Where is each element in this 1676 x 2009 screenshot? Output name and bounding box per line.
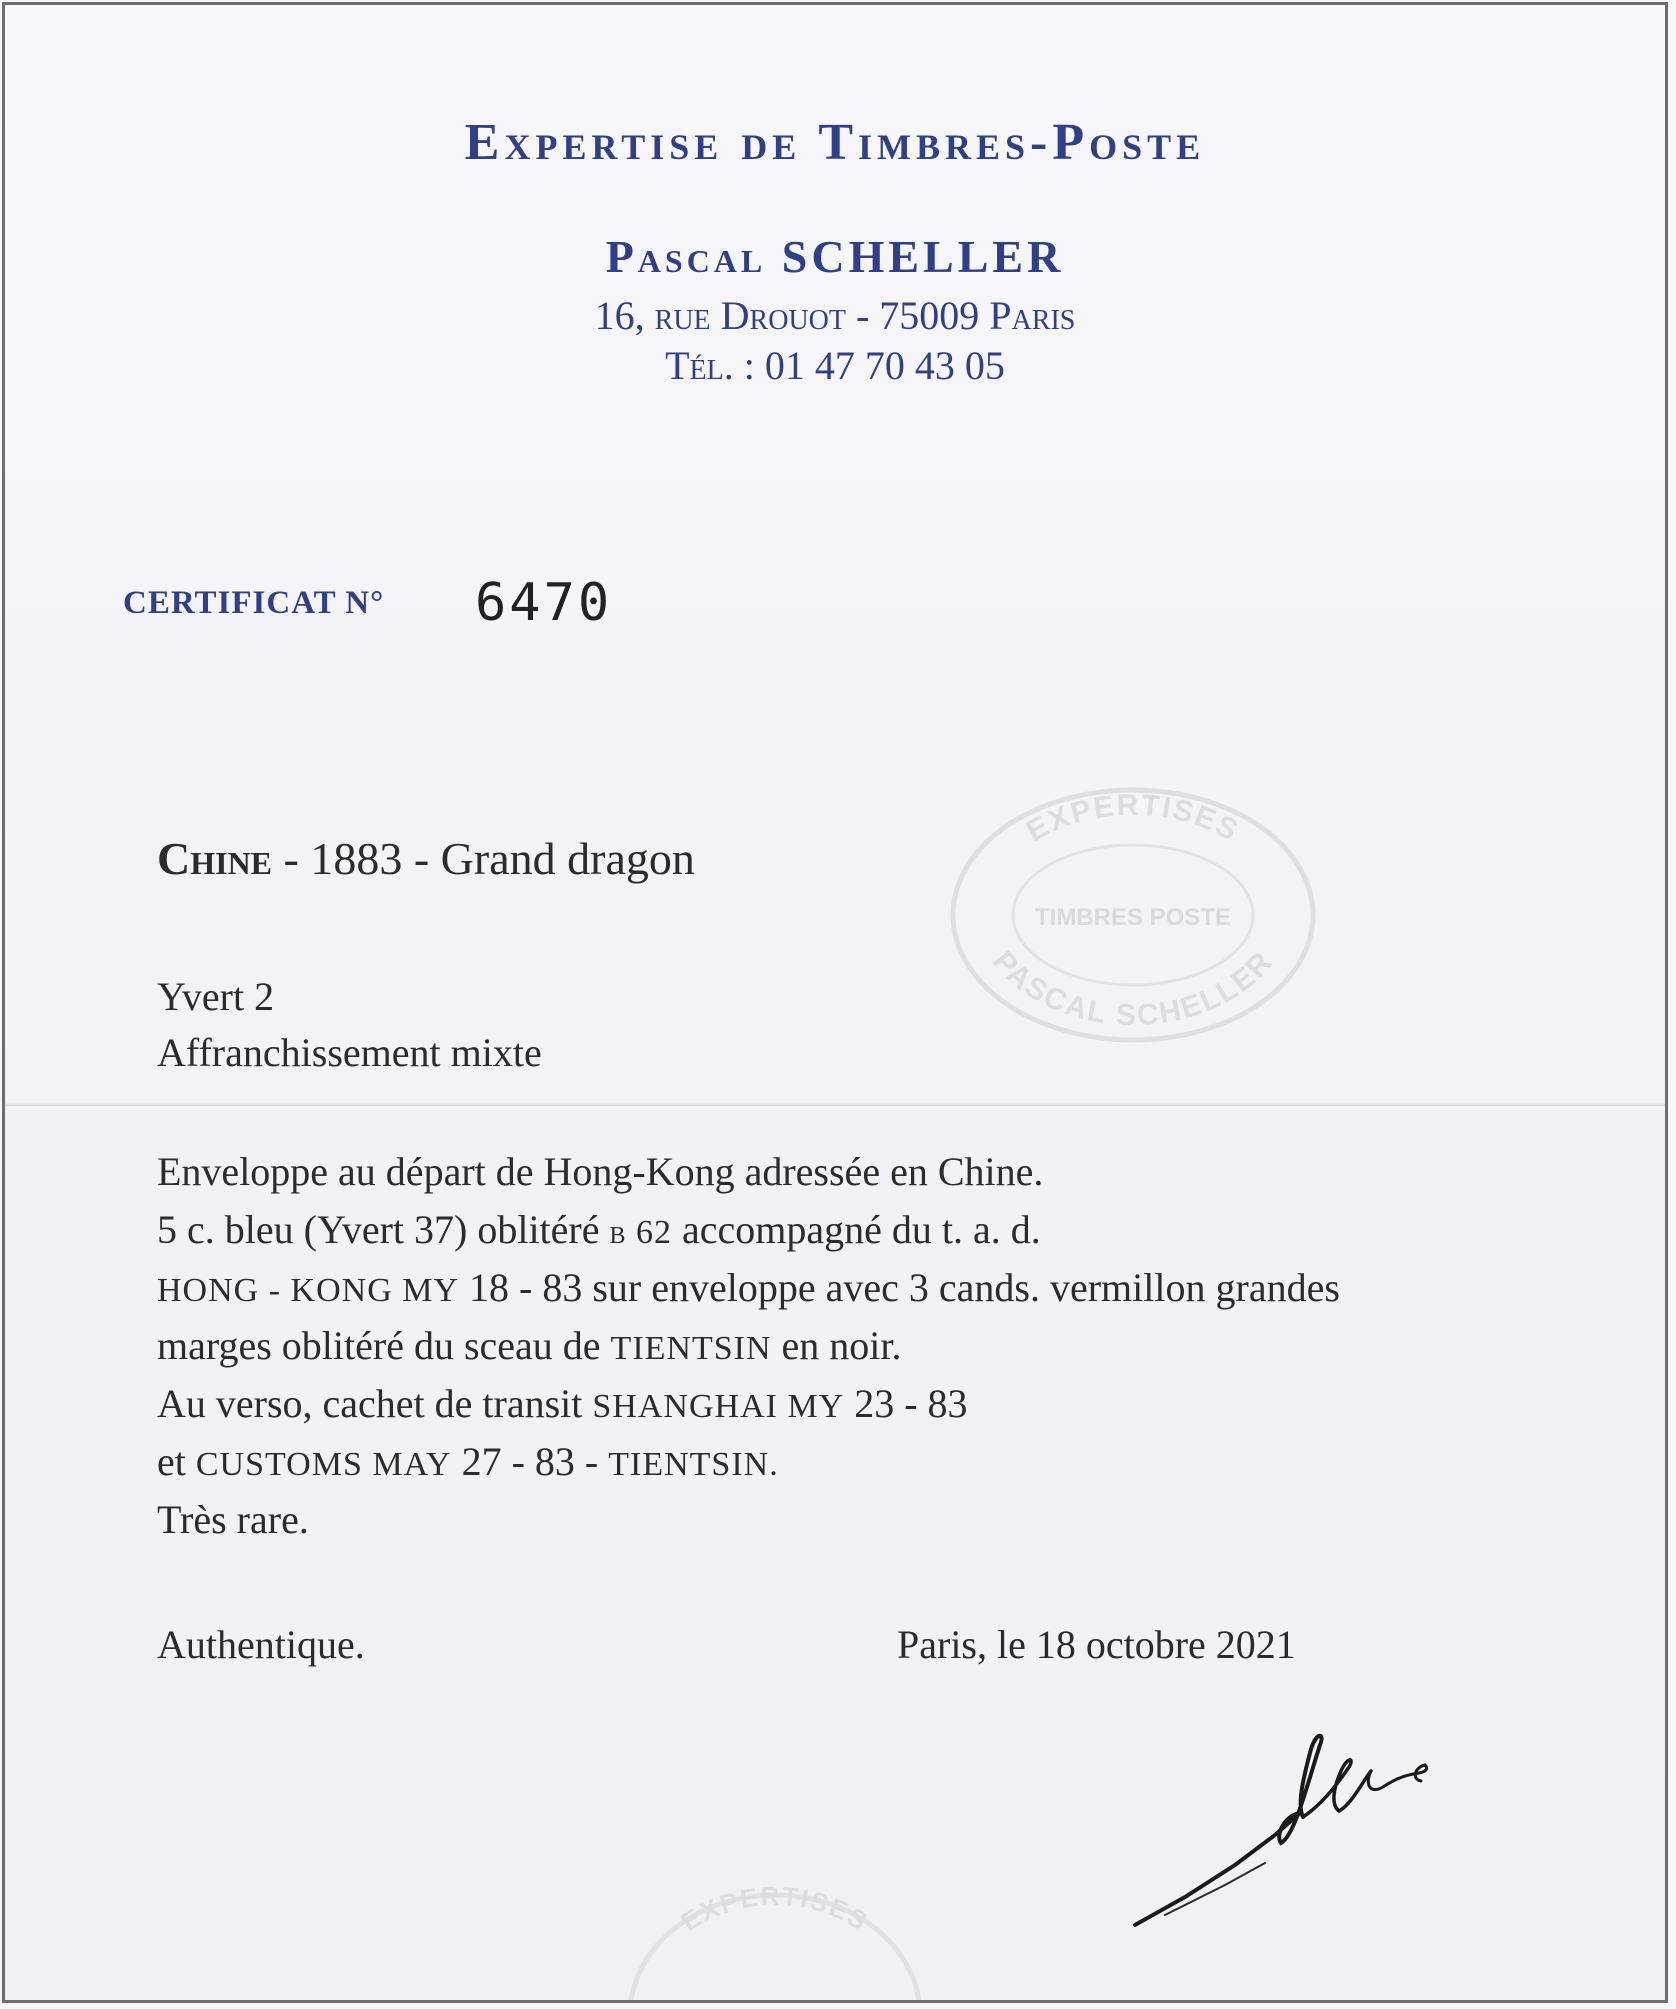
desc6-d: TIENTSIN.	[608, 1446, 779, 1483]
desc2-b: b 62	[609, 1214, 673, 1251]
certificate-label: CERTIFICAT N°	[123, 585, 385, 621]
embossed-seal	[943, 785, 1323, 1045]
expert-last-name: SCHELLER	[781, 231, 1065, 282]
desc5-a: Au verso, cachet de transit	[157, 1381, 593, 1426]
certificate-page	[2, 2, 1668, 2003]
place-date: Paris, le 18 octobre 2021	[897, 1622, 1296, 1667]
certificate-number: 6470	[475, 573, 613, 633]
description-line-6	[157, 1438, 779, 1485]
desc4-a: marges oblitéré du sceau de	[157, 1323, 611, 1368]
description-line-3	[157, 1264, 1340, 1311]
desc6-c: 27 - 83 -	[451, 1439, 609, 1484]
desc4-c: en noir.	[771, 1323, 902, 1368]
subject-line	[157, 833, 695, 885]
subject-country: Chine	[157, 833, 273, 884]
expert-name	[5, 230, 1665, 283]
desc2-a: 5 c. bleu (Yvert 37) oblitéré	[157, 1207, 610, 1252]
expert-address: 16, rue Drouot - 75009 Paris	[594, 293, 1076, 338]
expert-first-name: Pascal	[605, 231, 767, 282]
seal-bottom-text: PASCAL SCHELLER	[986, 944, 1280, 1033]
header-title: Expertise de Timbres-Poste	[464, 114, 1206, 171]
catalogue-reference: Yvert 2	[157, 974, 275, 1019]
description-line-2	[157, 1206, 1041, 1253]
description-line-5	[157, 1380, 968, 1427]
seal-bottom-top-text: EXPERTISES	[675, 1880, 875, 1937]
desc5-c: 23 - 83	[844, 1381, 968, 1426]
expert-phone: Tél. : 01 47 70 43 05	[665, 343, 1005, 388]
desc3-b: 18 - 83 sur enveloppe avec 3 cands. vermillon grandes	[459, 1265, 1340, 1310]
desc6-b: CUSTOMS MAY	[195, 1446, 452, 1483]
desc6-a: et	[157, 1439, 196, 1484]
desc3-a: HONG - KONG MY	[157, 1272, 460, 1309]
svg-text:EXPERTISES	[1021, 789, 1245, 849]
desc4-b: TIENTSIN	[610, 1330, 772, 1367]
desc5-b: SHANGHAI MY	[592, 1388, 845, 1425]
subject-rest: - 1883 - Grand dragon	[272, 833, 695, 884]
seal-top-text: EXPERTISES	[1021, 788, 1245, 849]
fold-line	[5, 1103, 1665, 1109]
verdict: Authentique.	[157, 1622, 365, 1667]
description-line-1: Enveloppe au départ de Hong-Kong adressée en Chine.	[157, 1149, 1044, 1194]
desc2-c: accompagné du t. a. d.	[672, 1207, 1041, 1252]
description-line-4	[157, 1322, 902, 1369]
catalogue-type: Affranchissement mixte	[157, 1030, 542, 1075]
embossed-seal-bottom	[625, 1865, 925, 2003]
seal-middle-text: TIMBRES POSTE	[1034, 904, 1232, 931]
svg-text:EXPERTISES	[676, 1881, 875, 1937]
description-line-7: Très rare.	[157, 1497, 309, 1542]
signature	[1125, 1725, 1485, 1945]
